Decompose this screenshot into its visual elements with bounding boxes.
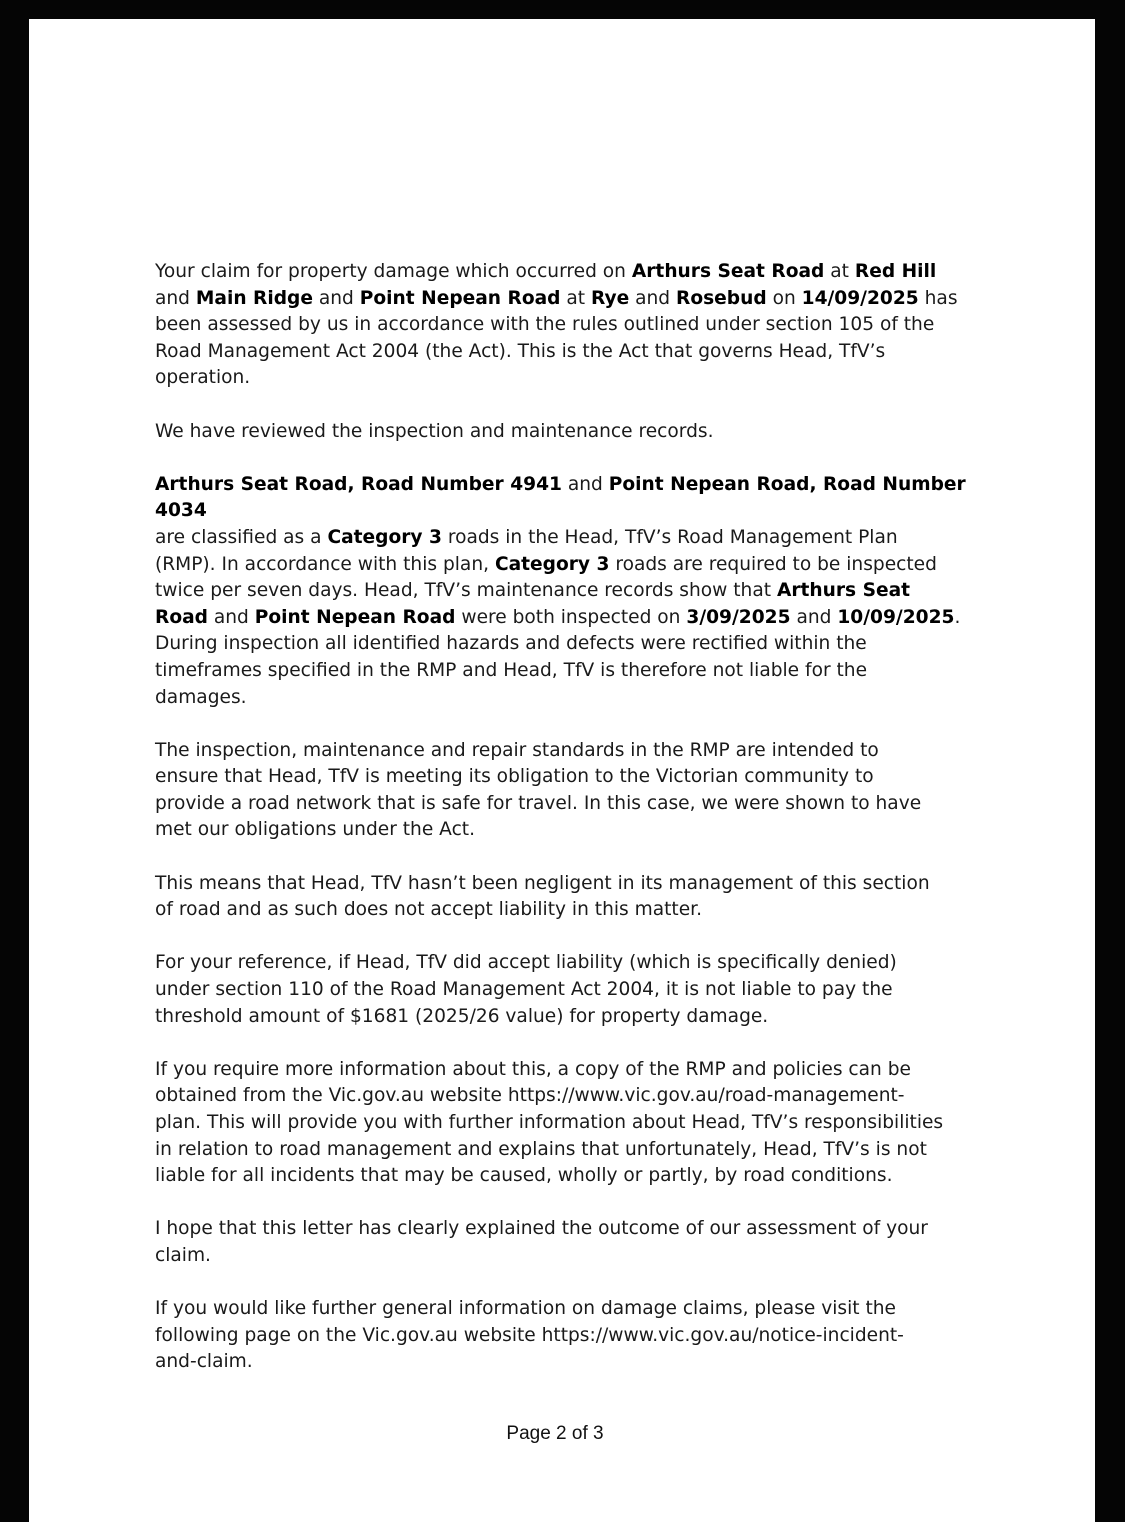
body-text: If you would like further general information on damage claims, please visit the following page on the Vic.gov.au website https://www.vic.gov.au/notice-incident- and-claim. [155,1298,904,1373]
more-information-paragraph [155,1057,975,1190]
closing-paragraph [155,1216,975,1269]
body-text: at [824,261,855,282]
letter-page [29,19,1095,1522]
bold-text: Point Nepean Road, Road Number 4034 [155,473,966,522]
claim-intro-paragraph [155,259,975,392]
standards-paragraph [155,738,975,844]
bold-text: Point Nepean Road [359,287,561,309]
body-text: and [629,287,677,309]
records-reviewed-paragraph [155,419,975,446]
body-text: roads in the Head, TfV’s Road Management Plan (RMP). In accordance with this plan, [155,526,898,575]
body-text: For your reference, if Head, TfV did accept liability (which is specifically denied) under section 110 of the Road Management Act 2004, it is not liable to pay the threshold amount of $1681 (2025/26 value) for property damage. [155,952,897,1027]
body-text: at [560,287,591,309]
bold-text: Arthurs Seat Road, Road Number 4941 [155,473,562,495]
body-text: are classified as a [155,526,322,548]
bold-text: 14/09/2025 [801,287,919,309]
body-text: We have reviewed the inspection and maintenance records. [155,420,714,442]
body-text: I hope that this letter has clearly explained the outcome of our assessment of your claim. [155,1218,928,1266]
body-text: . During inspection all identified hazards and defects were rectified within the timeframes specified in the RMP and Head, TfV is therefore not liable for the damages. [155,606,961,708]
body-text: and [155,287,190,309]
body-text: were both inspected on [455,606,687,628]
body-text: and [790,606,838,628]
bold-text: Arthurs Seat Road [631,261,825,282]
body-text: and [312,287,360,309]
bold-text: Category 3 [327,526,442,548]
negligence-paragraph [155,871,975,924]
further-information-paragraph [155,1296,975,1376]
letter-body [155,259,975,1403]
bold-text: Main Ridge [195,287,313,309]
bold-text: Category 3 [494,553,610,575]
body-text: and [207,606,255,628]
body-text: on [766,287,802,309]
body-text: Your claim for property damage which occurred on [155,261,632,282]
page-number: Page 2 of 3 [506,1423,604,1444]
body-text: and [561,473,609,495]
bold-text: Arthurs Seat Road [155,580,911,628]
bold-text: Rosebud [676,287,767,309]
body-text: has been assessed by us in accordance with the rules outlined under section 105 of the Road Management Act 2004 (the Act). This is the Act that governs Head, TfV’s operation. [155,287,958,389]
threshold-paragraph [155,950,975,1030]
body-text: If you require more information about this, a copy of the RMP and policies can be obtained from the Vic.gov.au website https://www.vic.gov.au/road-management- plan. This will provide you with further information about Head, TfV’s responsibilities in relation to road management and explains that unfortunately, Head, TfV’s is not liable for all incidents that may be caused, wholly or partly, by road conditions. [155,1058,944,1187]
road-category-paragraph [155,472,975,711]
body-text: roads are required to be inspected twice per seven days. Head, TfV’s maintenance records show that [155,553,937,602]
bold-text: Rye [590,287,630,309]
bold-text: 3/09/2025 [686,606,791,628]
body-text: The inspection, maintenance and repair standards in the RMP are intended to ensure that Head, TfV is meeting its obligation to the Victorian community to provide a road network that is safe for travel. In this case, we were shown to have met our obligations under the Act. [155,739,922,841]
bold-text: Point Nepean Road [254,606,456,628]
bold-text: Red Hill [854,261,937,282]
body-text: This means that Head, TfV hasn’t been negligent in its management of this section of road and as such does not accept liability in this matter. [155,872,930,921]
bold-text: 10/09/2025 [837,606,955,628]
